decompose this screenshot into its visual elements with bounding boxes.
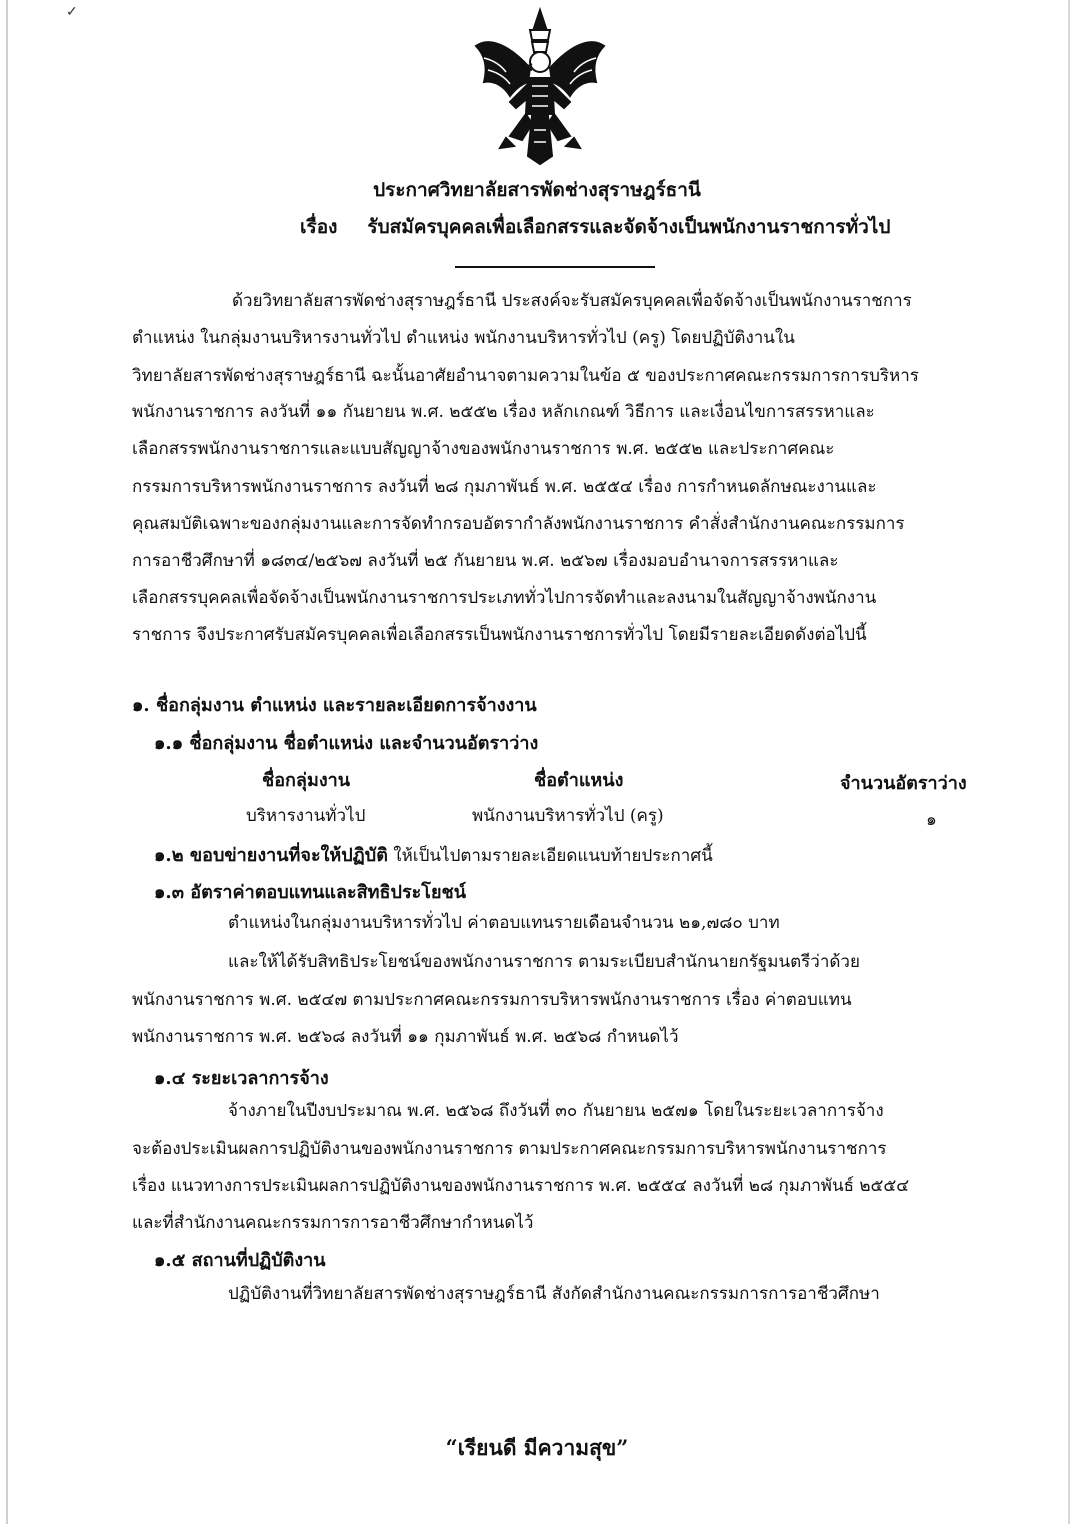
section-1-5-heading: ๑.๕ สถานที่ปฏิบัติงาน: [154, 1250, 326, 1271]
section-1-4-line: จ้างภายในปีงบประมาณ พ.ศ. ๒๕๖๘ ถึงวันที่ ๓๐ กันยายน ๒๕๗๑ โดยในระยะเวลาการจ้าง: [228, 1101, 884, 1121]
table-cell-vacancies: ๑: [926, 810, 937, 830]
intro-line: เลือกสรรบุคคลเพื่อจัดจ้างเป็นพนักงานราชการประเภททั่วไปการจัดทำและลงนามในสัญญาจ้างพนักงาน: [132, 588, 877, 608]
section-1-4-line: จะต้องประเมินผลการปฏิบัติงานของพนักงานราชการ ตามประกาศคณะกรรมการบริหารพนักงานราชการ: [132, 1139, 887, 1159]
intro-line: คุณสมบัติเฉพาะของกลุ่มงานและการจัดทำกรอบอัตรากำลังพนักงานราชการ คำสั่งสำนักงานคณะกรรมการ: [132, 514, 905, 534]
section-1-heading: ๑. ชื่อกลุ่มงาน ตำแหน่ง และรายละเอียดการจ้างงาน: [132, 695, 537, 716]
section-1-3-line: และให้ได้รับสิทธิประโยชน์ของพนักงานราชการ ตามระเบียบสำนักนายกรัฐมนตรีว่าด้วย: [228, 952, 860, 972]
intro-line: พนักงานราชการ ลงวันที่ ๑๑ กันยายน พ.ศ. ๒๕๕๒ เรื่อง หลักเกณฑ์ วิธีการ และเงื่อนไขการสรรหาและ: [132, 402, 875, 422]
garuda-emblem-icon: [470, 6, 610, 166]
table-header-vacancies: จำนวนอัตราว่าง: [840, 773, 967, 794]
section-1-5-text: ปฏิบัติงานที่วิทยาลัยสารพัดช่างสุราษฎร์ธานี สังกัดสำนักงานคณะกรรมการการอาชีวศึกษา: [228, 1284, 880, 1304]
intro-line: กรรมการบริหารพนักงานราชการ ลงวันที่ ๒๘ กุมภาพันธ์ พ.ศ. ๒๕๕๔ เรื่อง การกำหนดลักษณะงานและ: [132, 477, 877, 497]
intro-line: ตำแหน่ง ในกลุ่มงานบริหารงานทั่วไป ตำแหน่ง พนักงานบริหารทั่วไป (ครู) โดยปฏิบัติงานใน: [132, 328, 795, 348]
section-1-1-heading: ๑.๑ ชื่อกลุ่มงาน ชื่อตำแหน่ง และจำนวนอัตราว่าง: [154, 733, 539, 754]
intro-line: เลือกสรรพนักงานราชการและแบบสัญญาจ้างของพนักงานราชการ พ.ศ. ๒๕๕๒ และประกาศคณะ: [132, 439, 835, 459]
page-edge-left: [6, 0, 8, 1524]
page-edge-right: [1068, 0, 1070, 1524]
table-header-position: ชื่อตำแหน่ง: [534, 770, 624, 791]
section-1-3-line: พนักงานราชการ พ.ศ. ๒๕๔๗ ตามประกาศคณะกรรมการบริหารพนักงานราชการ เรื่อง ค่าตอบแทน: [132, 990, 852, 1010]
section-1-2-text: ให้เป็นไปตามรายละเอียดแนบท้ายประกาศนี้: [393, 846, 713, 866]
table-cell-group: บริหารงานทั่วไป: [246, 806, 366, 826]
announcement-title: ประกาศวิทยาลัยสารพัดช่างสุราษฎร์ธานี: [373, 179, 701, 201]
table-cell-position: พนักงานบริหารทั่วไป (ครู): [472, 806, 664, 826]
section-1-2: [154, 840, 713, 869]
section-1-4-line: และที่สำนักงานคณะกรรมการการอาชีวศึกษากำหนดไว้: [132, 1213, 534, 1233]
intro-line: ด้วยวิทยาลัยสารพัดช่างสุราษฎร์ธานี ประสงค์จะรับสมัครบุคคลเพื่อจัดจ้างเป็นพนักงานราชการ: [232, 291, 912, 311]
title-divider: [455, 266, 655, 268]
section-1-3-heading: ๑.๓ อัตราค่าตอบแทนและสิทธิประโยชน์: [154, 882, 467, 903]
subject-label: เรื่อง: [300, 216, 338, 238]
intro-line: การอาชีวศึกษาที่ ๑๘๓๔/๒๕๖๗ ลงวันที่ ๒๕ กันยายน พ.ศ. ๒๕๖๗ เรื่องมอบอำนาจการสรรหาและ: [132, 551, 839, 571]
section-1-4-heading: ๑.๔ ระยะเวลาการจ้าง: [154, 1068, 329, 1089]
corner-check-mark: ✓: [66, 4, 78, 20]
footer-motto: “เรียนดี มีความสุข”: [445, 1435, 629, 1460]
intro-line: วิทยาลัยสารพัดช่างสุราษฎร์ธานี ฉะนั้นอาศัยอำนาจตามความในข้อ ๕ ของประกาศคณะกรรมการการบริหาร: [132, 366, 919, 386]
section-1-3-line: ตำแหน่งในกลุ่มงานบริหารทั่วไป ค่าตอบแทนรายเดือนจำนวน ๒๑,๗๘๐ บาท: [228, 913, 780, 933]
intro-line: ราชการ จึงประกาศรับสมัครบุคคลเพื่อเลือกสรรเป็นพนักงานราชการทั่วไป โดยมีรายละเอียดดังต่อไปนี้: [132, 625, 867, 645]
announcement-subject: [300, 212, 890, 242]
subject-text: รับสมัครบุคคลเพื่อเลือกสรรและจัดจ้างเป็นพนักงานราชการทั่วไป: [367, 216, 891, 238]
section-1-3-line: พนักงานราชการ พ.ศ. ๒๕๖๘ ลงวันที่ ๑๑ กุมภาพันธ์ พ.ศ. ๒๕๖๘ กำหนดไว้: [132, 1027, 679, 1047]
section-1-4-line: เรื่อง แนวทางการประเมินผลการปฏิบัติงานของพนักงานราชการ พ.ศ. ๒๕๕๔ ลงวันที่ ๒๘ กุมภาพันธ์ ๒๕๕๔: [132, 1176, 910, 1196]
section-1-2-heading: ๑.๒ ขอบข่ายงานที่จะให้ปฏิบัติ: [154, 845, 388, 866]
table-header-group: ชื่อกลุ่มงาน: [262, 770, 351, 791]
